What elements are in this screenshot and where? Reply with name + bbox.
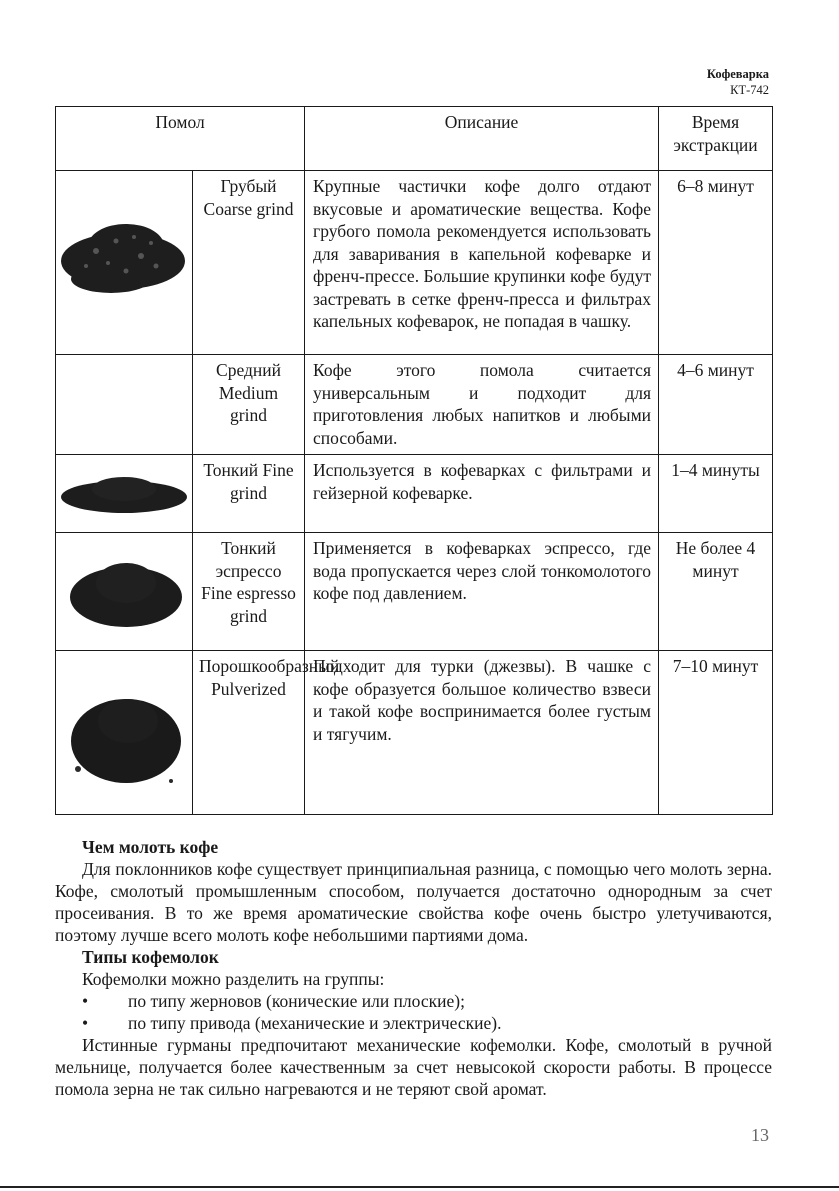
section-title: Типы кофемолок — [82, 947, 219, 967]
extraction-time: 1–4 минуты — [659, 455, 773, 533]
grind-name: Порошкообразный Pulverized — [193, 651, 305, 815]
section-title: Чем молоть кофе — [82, 837, 219, 857]
grind-name: Грубый Coarse grind — [193, 171, 305, 355]
grind-name: Тонкий эспрессо Fine espresso grind — [193, 533, 305, 651]
empty-image-cell — [56, 355, 193, 455]
espresso-coffee-image — [56, 533, 193, 651]
list-item: • по типу привода (механические и электрические). — [82, 1013, 502, 1033]
extraction-time: 4–6 минут — [659, 355, 773, 455]
page-number: 13 — [751, 1125, 769, 1145]
bottom-rule — [0, 1186, 839, 1188]
grind-description: Применяется в кофеварках эспрессо, где вода пропускается через слой тонкомолотого кофе под давлением. — [305, 533, 659, 651]
header-grind: Помол — [56, 107, 305, 171]
header-time: Время экстракции — [659, 107, 773, 171]
model-number: КТ-742 — [730, 83, 769, 97]
table-row — [56, 171, 773, 355]
grind-description: Кофе этого помола считается универсальным и подходит для приготовления любых напитков и любыми способами. — [305, 355, 659, 455]
document-header — [707, 66, 769, 98]
pulverized-coffee-image — [56, 651, 193, 815]
extraction-time: 7–10 минут — [659, 651, 773, 815]
list-item: • по типу жерновов (конические или плоские); — [82, 991, 465, 1011]
grind-table — [55, 106, 773, 815]
grind-name: Тонкий Fine grind — [193, 455, 305, 533]
paragraph: Для поклонников кофе существует принципиальная разница, с помощью чего молоть зерна. Кофе, смолотый промышленным способом, получается достаточно однородным за счет просеивания. В то же время ароматические свойства кофе очень быстро улетучиваются, поэтому лучше всего молоть кофе небольшими партиями дома. — [55, 859, 772, 945]
paragraph: Кофемолки можно разделить на группы: — [82, 969, 385, 989]
list-item-text: по типу привода (механические и электрические). — [128, 1013, 502, 1033]
coarse-coffee-image — [56, 171, 193, 355]
fine-coffee-image — [56, 455, 193, 533]
list-item-text: по типу жерновов (конические или плоские); — [128, 991, 465, 1011]
grind-description: Подходит для турки (джезвы). В чашке с кофе образуется большое количество взвеси и такой кофе воспринимается более густым и тягучим. — [305, 651, 659, 815]
extraction-time: 6–8 минут — [659, 171, 773, 355]
grind-description: Используется в кофеварках с фильтрами и гейзерной кофеварке. — [305, 455, 659, 533]
table-row — [56, 533, 773, 651]
extraction-time: Не более 4 минут — [659, 533, 773, 651]
table-header-row — [56, 107, 773, 171]
table-row — [56, 355, 773, 455]
paragraph: Истинные гурманы предпочитают механические кофемолки. Кофе, смолотый в ручной мельнице, получается более качественным за счет невысокой скорости работы. В процессе помола зерна не так сильно нагреваются и не теряют свой аромат. — [55, 1035, 772, 1099]
body-text — [55, 836, 772, 1100]
table-row — [56, 651, 773, 815]
header-description: Описание — [305, 107, 659, 171]
table-row — [56, 455, 773, 533]
product-name: Кофеварка — [706, 67, 769, 81]
grind-description: Крупные частички кофе долго отдают вкусовые и ароматические вещества. Кофе грубого помола рекомендуется использовать для заваривания в капельной кофеварке и френч-прессе. Большие крупинки кофе будут застревать в сетке френч-пресса и фильтрах капельных кофеварок, не попадая в чашку. — [305, 171, 659, 355]
grind-name: Средний Medium grind — [193, 355, 305, 455]
